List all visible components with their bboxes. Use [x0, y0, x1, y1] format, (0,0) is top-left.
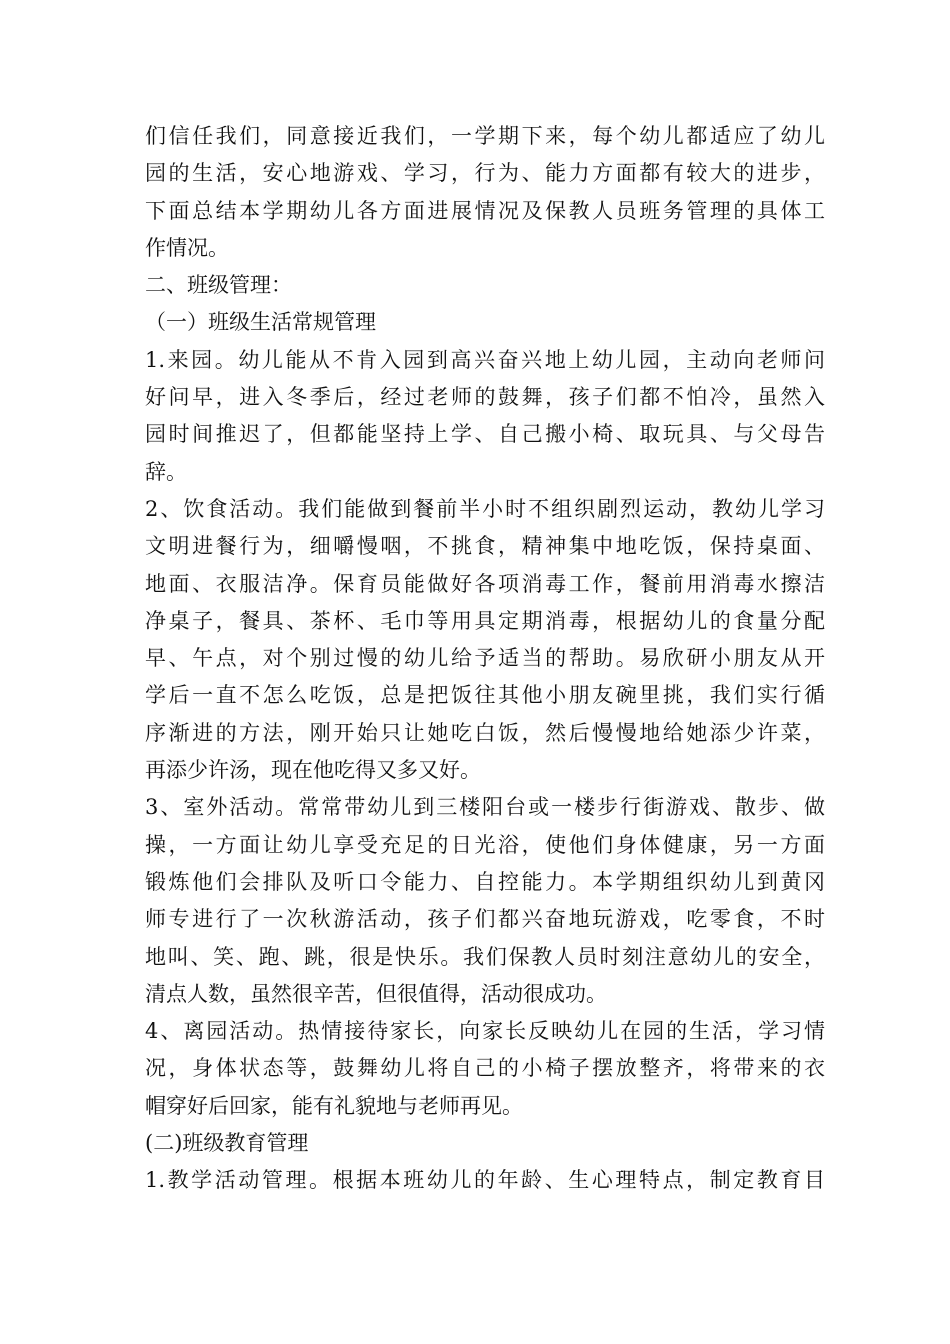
text-line: 辞。 — [145, 459, 187, 484]
text-line: 地叫、笑、跑、跳，很是快乐。我们保教人员时刻注意幼儿的安全， — [145, 944, 825, 969]
text-line: 再添少许汤，现在他吃得又多又好。 — [145, 758, 481, 783]
document-body — [145, 118, 825, 1200]
text-line: 下面总结本学期幼儿各方面进展情况及保教人员班务管理的具体工 — [145, 198, 825, 223]
text-line: 1.来园。幼儿能从不肯入园到高兴奋兴地上幼儿园，主动向老师问 — [145, 347, 825, 372]
text-line: 学后一直不怎么吃饭，总是把饭往其他小朋友碗里挑，我们实行循 — [145, 683, 825, 708]
section-heading: 二、班级管理： — [145, 273, 292, 298]
text-line: 2、饮食活动。我们能做到餐前半小时不组织剧烈运动，教幼儿学习 — [145, 496, 825, 521]
text-line: 文明进餐行为，细嚼慢咽，不挑食，精神集中地吃饭，保持桌面、 — [145, 534, 825, 559]
text-line: 园的生活，安心地游戏、学习，行为、能力方面都有较大的进步， — [145, 161, 825, 186]
subsection-heading: （一）班级生活常规管理 — [145, 310, 376, 335]
text-line: 好问早，进入冬季后，经过老师的鼓舞，孩子们都不怕冷，虽然入 — [145, 385, 825, 410]
text-line: 园时间推迟了，但都能坚持上学、自己搬小椅、取玩具、与父母告 — [145, 422, 825, 447]
text-line: 帽穿好后回家，能有礼貌地与老师再见。 — [145, 1093, 523, 1118]
subsection-heading: (二)班级教育管理 — [145, 1131, 309, 1156]
text-line: 况，身体状态等，鼓舞幼儿将自己的小椅子摆放整齐，将带来的衣 — [145, 1056, 825, 1081]
text-line: 3、室外活动。常常带幼儿到三楼阳台或一楼步行街游戏、散步、做 — [145, 795, 825, 820]
text-line: 1.教学活动管理。根据本班幼儿的年龄、生心理特点，制定教育目 — [145, 1168, 825, 1193]
text-line: 作情况。 — [145, 235, 229, 260]
text-line: 们信任我们，同意接近我们，一学期下来，每个幼儿都适应了幼儿 — [145, 124, 825, 148]
text-line: 早、午点，对个别过慢的幼儿给予适当的帮助。易欣研小朋友从开 — [145, 646, 825, 671]
text-line: 4、离园活动。热情接待家长，向家长反映幼儿在园的生活，学习情 — [145, 1019, 825, 1044]
text-line: 清点人数，虽然很辛苦，但很值得，活动很成功。 — [145, 981, 607, 1006]
text-line: 操，一方面让幼儿享受充足的日光浴，使他们身体健康，另一方面 — [145, 832, 825, 857]
text-line: 净桌子，餐具、茶杯、毛巾等用具定期消毒，根据幼儿的食量分配 — [145, 608, 825, 633]
text-line: 地面、衣服洁净。保育员能做好各项消毒工作，餐前用消毒水擦洁 — [145, 571, 825, 596]
text-line: 师专进行了一次秋游活动，孩子们都兴奋地玩游戏，吃零食，不时 — [145, 907, 825, 932]
text-line: 序渐进的方法，刚开始只让她吃白饭，然后慢慢地给她添少许菜， — [145, 720, 825, 745]
text-line: 锻炼他们会排队及听口令能力、自控能力。本学期组织幼儿到黄冈 — [145, 869, 825, 894]
